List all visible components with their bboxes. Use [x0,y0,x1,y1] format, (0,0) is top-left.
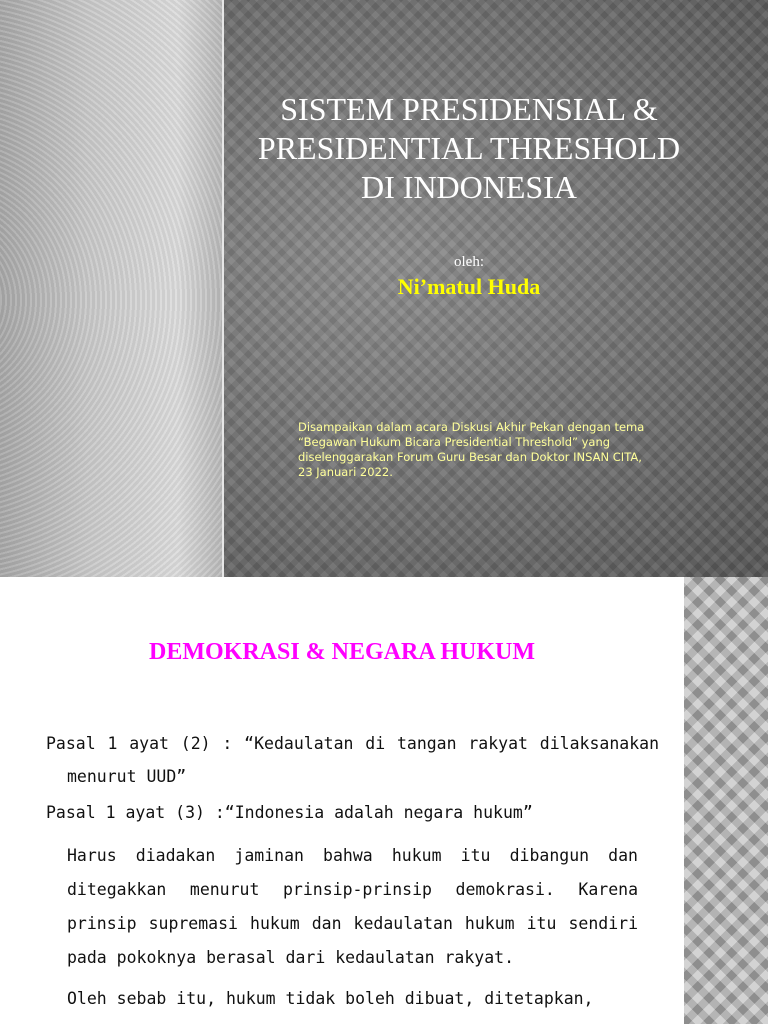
article-1-paragraph-2: Pasal 1 ayat (2) : “Kedaulatan di tangan rakyat dilaksanakan menurut UUD” [46,734,659,786]
author-name: Ni’matul Huda [397,274,541,299]
decorative-left-panel [0,0,222,577]
title-line: SISTEM PRESIDENSIAL & [280,91,658,127]
decorative-right-panel [684,577,768,1024]
note-line: diselenggarakan Forum Guru Besar dan Doktor INSAN CITA, [298,450,642,464]
presentation-note [298,420,662,480]
article-1-paragraph-3: Pasal 1 ayat (3) :“Indonesia adalah negara hukum” [46,803,533,822]
by-label: oleh: [454,254,484,270]
content-slide [0,577,768,1024]
continuation-paragraph: Oleh sebab itu, hukum tidak boleh dibuat, ditetapkan, [67,989,594,1008]
title-line: PRESIDENTIAL THRESHOLD [257,130,681,166]
note-line: “Begawan Hukum Bicara Presidential Threshold” yang [298,435,611,449]
explanation-paragraph: Harus diadakan jaminan bahwa hukum itu dibangun dan ditegakkan menurut prinsip-prinsip demokrasi. Karena prinsip supremasi hukum dan kedaulatan hukum itu sendiri pada pokoknya berasal dari kedaulatan rakyat. [67,846,638,967]
slide-title: DEMOKRASI & NEGARA HUKUM [148,639,535,665]
title-line: DI INDONESIA [361,169,577,205]
note-line: 23 Januari 2022. [298,465,393,479]
note-line: Disampaikan dalam acara Diskusi Akhir Pekan dengan tema [298,420,645,434]
presentation-title [224,90,714,207]
